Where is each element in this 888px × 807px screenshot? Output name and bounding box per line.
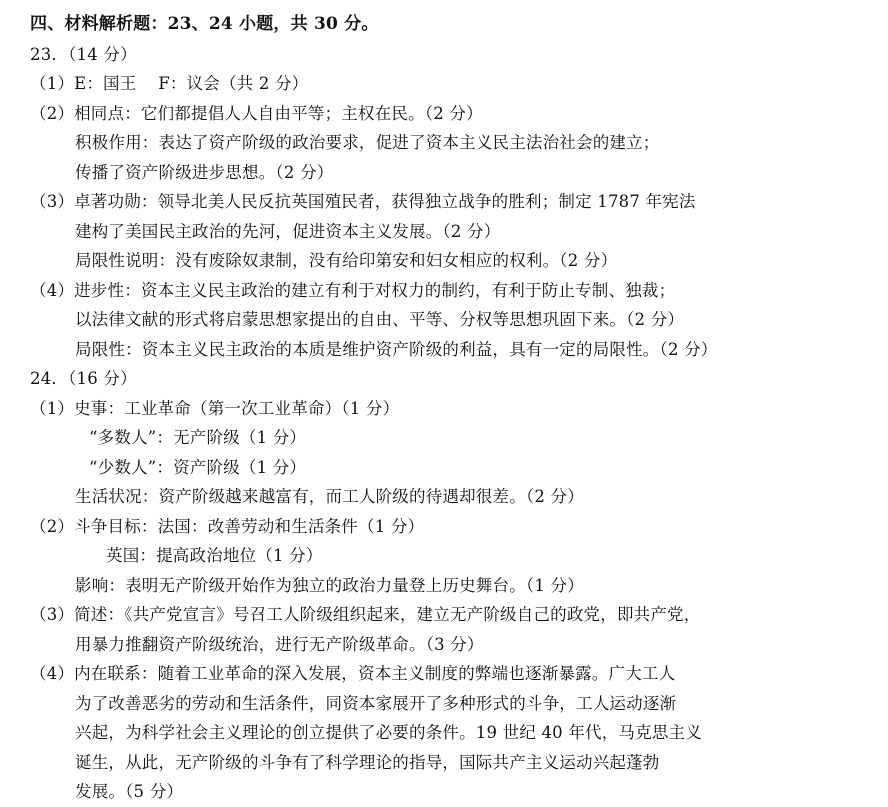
answer-line: （1）E：国王 F：议会（共 2 分） [30,74,309,93]
answer-line: 局限性说明：没有废除奴隶制，没有给印第安和妇女相应的权利。（2 分） [75,251,618,270]
answer-body [0,40,888,807]
answer-line: 用暴力推翻资产阶级统治，进行无产阶级革命。（3 分） [75,634,484,654]
answer-line: 以法律文献的形式将启蒙思想家提出的自由、平等、分权等思想巩固下来。（2 分） [75,310,685,329]
answer-line: （1）史事：工业革命（第一次工业革命）（1 分） [30,398,400,418]
answer-line: “少数人”：资产阶级（1 分） [89,457,307,477]
answer-line: 传播了资产阶级进步思想。（2 分） [75,162,334,182]
answer-line: （2）斗争目标：法国：改善劳动和生活条件（1 分） [30,516,425,536]
answer-line: 兴起，为科学社会主义理论的创立提供了必要的条件。19 世纪 40 年代，马克思主义 [75,723,702,742]
answer-line: 英国：提高政治地位（1 分） [106,546,323,565]
question-number: 24．（16 分） [30,369,137,388]
answer-line: （3）简述：《共产党宣言》号召工人阶级组织起来，建立无产阶级自己的政党，即共产党， [30,605,701,624]
answer-line: （4）内在联系：随着工业革命的深入发展，资本主义制度的弊端也逐渐暴露。广大工人 [30,664,676,683]
answer-line: 发展。（5 分） [75,782,184,801]
question-number: 23．（14 分） [30,44,137,64]
answer-line: （2）相同点：它们都提倡人人自由平等；主权在民。（2 分） [30,103,483,123]
answer-line: 积极作用：表达了资产阶级的政治要求，促进了资本主义民主法治社会的建立； [75,133,660,152]
section-heading: 四、材料解析题：23、24 小题，共 30 分。 [30,14,379,34]
answer-line: 局限性：资本主义民主政治的本质是维护资产阶级的利益，具有一定的局限性。（2 分） [75,339,718,359]
answer-line: （3）卓著功勋：领导北美人民反抗英国殖民者，获得独立战争的胜利；制定 1787 年宪法 [30,192,696,211]
answer-line: 建构了美国民主政治的先河，促进资本主义发展。（2 分） [75,221,501,241]
answer-line: “多数人”：无产阶级（1 分） [89,428,307,447]
answer-line: （4）进步性：资本主义民主政治的建立有利于对权力的制约，有利于防止专制、独裁； [30,280,676,300]
answer-line: 影响：表明无产阶级开始作为独立的政治力量登上历史舞台。（1 分） [75,575,584,595]
answer-line: 诞生，从此，无产阶级的斗争有了科学理论的指导，国际共产主义运动兴起蓬勃 [75,752,660,772]
answer-line: 为了改善恶劣的劳动和生活条件，同资本家展开了多种形式的斗争，工人运动逐渐 [75,693,677,713]
answer-line: 生活状况：资产阶级越来越富有，而工人阶级的待遇却很差。（2 分） [75,487,584,506]
